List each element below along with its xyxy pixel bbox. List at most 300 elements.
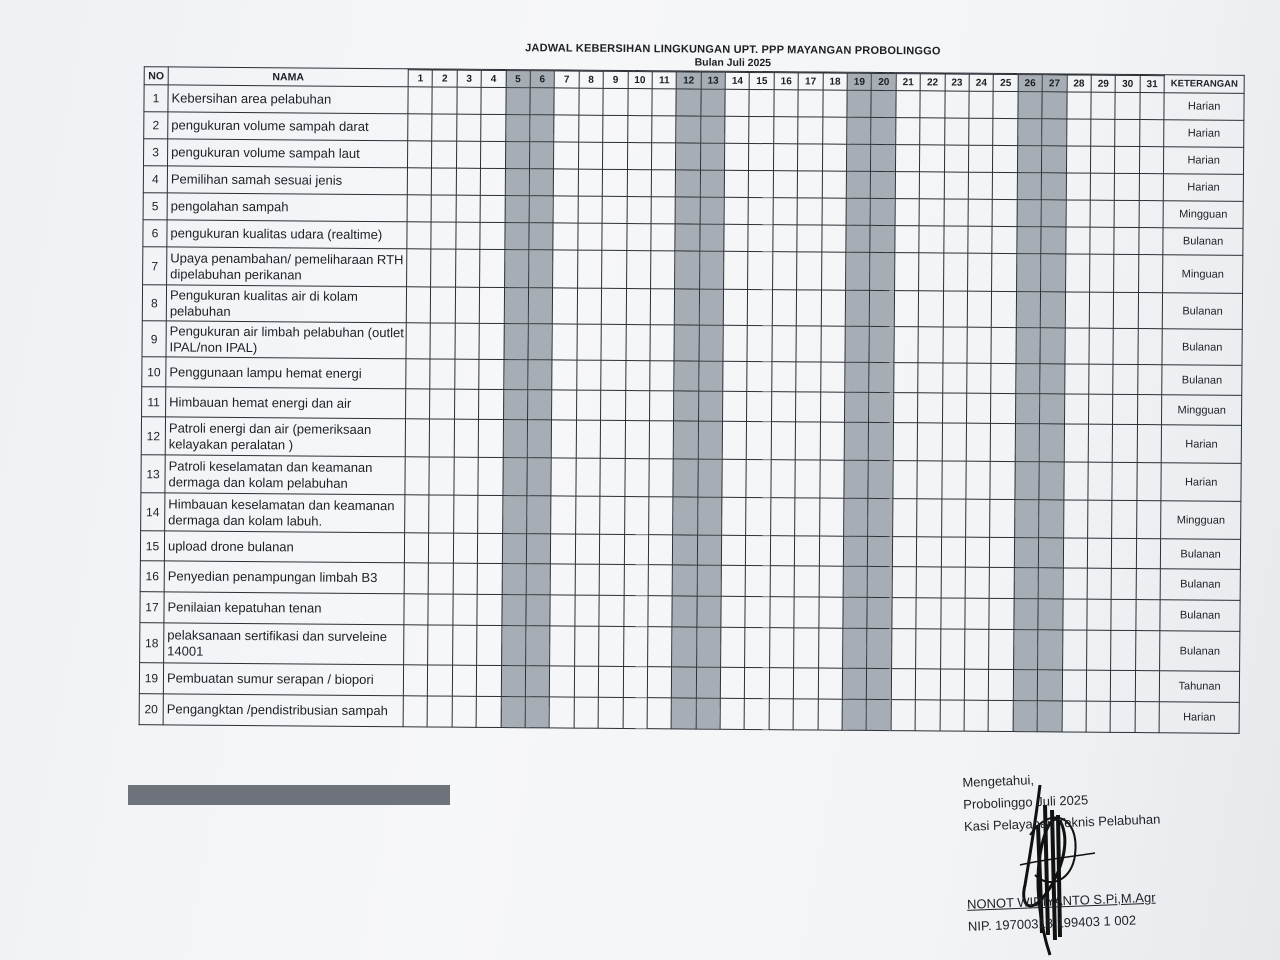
day-cell — [430, 323, 455, 359]
day-cell — [550, 666, 575, 697]
day-cell — [624, 496, 649, 534]
day-cell — [1013, 630, 1038, 670]
schedule-body — [139, 85, 1244, 734]
day-cell — [406, 389, 431, 419]
day-cell — [894, 363, 919, 393]
day-cell — [724, 197, 749, 224]
day-cell — [942, 393, 967, 423]
day-cell — [627, 89, 652, 116]
day-cell — [769, 668, 794, 699]
day-header: 10 — [628, 72, 653, 89]
day-cell — [1138, 255, 1163, 293]
day-cell — [821, 225, 846, 252]
day-cell — [477, 594, 502, 625]
row-keterangan: Harian — [1161, 425, 1241, 464]
day-cell — [1137, 425, 1162, 463]
day-cell — [575, 595, 600, 626]
day-cell — [990, 499, 1015, 537]
day-header: 8 — [579, 71, 604, 88]
day-cell — [868, 460, 893, 498]
day-cell — [625, 390, 650, 420]
day-cell — [430, 359, 455, 389]
day-cell — [892, 598, 917, 629]
day-cell — [552, 390, 577, 420]
day-cell — [525, 697, 550, 728]
day-cell — [721, 565, 746, 596]
day-cell — [502, 496, 527, 534]
day-cell — [554, 169, 579, 196]
day-cell — [843, 628, 868, 668]
day-cell — [1088, 462, 1113, 500]
day-cell — [772, 252, 797, 290]
day-cell — [1017, 200, 1042, 227]
day-header: 12 — [676, 72, 701, 89]
day-cell — [1091, 119, 1116, 146]
day-cell — [1139, 201, 1164, 228]
day-cell — [867, 597, 892, 628]
day-cell — [478, 419, 503, 457]
day-cell — [943, 226, 968, 253]
day-header: 16 — [774, 73, 799, 90]
day-cell — [1136, 539, 1161, 569]
day-cell — [772, 362, 797, 392]
day-cell — [502, 534, 527, 564]
day-cell — [795, 498, 820, 536]
day-cell — [700, 143, 725, 170]
day-cell — [1066, 146, 1091, 173]
day-cell — [1038, 599, 1063, 630]
day-cell — [652, 116, 677, 143]
day-cell — [675, 289, 700, 325]
day-cell — [1139, 228, 1164, 255]
day-cell — [819, 498, 844, 536]
day-cell — [969, 118, 994, 145]
day-cell — [1111, 630, 1136, 670]
day-cell — [725, 89, 750, 116]
day-cell — [1137, 365, 1162, 395]
day-cell — [407, 222, 432, 249]
day-cell — [550, 595, 575, 626]
day-cell — [1115, 146, 1140, 173]
day-cell — [600, 458, 625, 496]
day-cell — [871, 90, 896, 117]
day-cell — [432, 87, 457, 114]
day-cell — [602, 196, 627, 223]
day-cell — [1114, 227, 1139, 254]
day-cell — [407, 195, 432, 222]
day-cell — [846, 252, 871, 290]
row-number: 12 — [141, 417, 165, 455]
row-activity-name: Pemilihan samah sesuai jenis — [167, 166, 407, 195]
day-cell — [1065, 227, 1090, 254]
day-cell — [773, 225, 798, 252]
day-cell — [701, 89, 726, 116]
day-cell — [818, 628, 843, 668]
row-number: 13 — [141, 455, 165, 493]
day-cell — [576, 458, 601, 496]
row-keterangan: Bulanan — [1162, 329, 1242, 366]
day-cell — [1088, 394, 1113, 424]
day-cell — [623, 697, 648, 728]
day-cell — [479, 287, 504, 323]
day-cell — [403, 696, 428, 727]
row-keterangan: Harian — [1164, 147, 1244, 175]
day-header: 4 — [481, 70, 506, 87]
day-cell — [919, 199, 944, 226]
day-cell — [822, 198, 847, 225]
day-cell — [1139, 147, 1164, 174]
day-cell — [749, 143, 774, 170]
day-cell — [647, 627, 672, 667]
day-cell — [1017, 119, 1042, 146]
day-cell — [942, 423, 967, 461]
day-cell — [697, 565, 722, 596]
day-cell — [772, 290, 797, 326]
row-number: 18 — [140, 623, 164, 663]
day-cell — [623, 595, 648, 626]
day-cell — [481, 114, 506, 141]
row-number: 8 — [142, 285, 166, 321]
day-cell — [794, 668, 819, 699]
day-cell — [846, 171, 871, 198]
day-cell — [649, 497, 674, 535]
day-cell — [941, 567, 966, 598]
day-cell — [769, 699, 794, 730]
day-cell — [673, 535, 698, 565]
day-cell — [650, 325, 675, 361]
day-cell — [1042, 146, 1067, 173]
day-cell — [501, 697, 526, 728]
day-cell — [822, 144, 847, 171]
day-cell — [651, 143, 676, 170]
day-cell — [1064, 394, 1089, 424]
row-activity-name: Pembuatan sumur serapan / biopori — [163, 663, 403, 696]
day-cell — [917, 461, 942, 499]
day-cell — [1038, 568, 1063, 599]
day-cell — [1066, 173, 1091, 200]
day-cell — [770, 536, 795, 566]
day-cell — [431, 195, 456, 222]
row-number: 20 — [139, 694, 163, 725]
day-cell — [892, 499, 917, 537]
day-cell — [700, 197, 725, 224]
row-activity-name: Patroli keselamatan dan keamanan dermaga dan kolam pelabuhan — [165, 455, 405, 495]
day-header: 21 — [896, 74, 921, 91]
day-cell — [966, 499, 991, 537]
day-cell — [578, 115, 603, 142]
day-cell — [627, 143, 652, 170]
row-activity-name: Penggunaan lampu hemat energi — [166, 357, 406, 389]
day-cell — [527, 496, 552, 534]
day-cell — [578, 196, 603, 223]
day-cell — [505, 88, 530, 115]
day-cell — [942, 363, 967, 393]
day-cell — [1137, 463, 1162, 501]
day-cell — [944, 118, 969, 145]
day-cell — [1040, 364, 1065, 394]
day-cell — [1135, 671, 1160, 702]
day-cell — [820, 422, 845, 460]
day-cell — [697, 596, 722, 627]
day-cell — [968, 226, 993, 253]
day-cell — [993, 172, 1018, 199]
day-cell — [526, 595, 551, 626]
day-cell — [623, 626, 648, 666]
day-cell — [746, 535, 771, 565]
day-cell — [990, 567, 1015, 598]
day-cell — [895, 118, 920, 145]
day-cell — [648, 596, 673, 627]
day-cell — [944, 172, 969, 199]
day-cell — [1065, 328, 1090, 364]
row-keterangan: Harian — [1164, 120, 1244, 148]
day-cell — [745, 698, 770, 729]
day-cell — [847, 90, 872, 117]
day-cell — [797, 290, 822, 326]
day-cell — [822, 117, 847, 144]
day-header: 6 — [530, 71, 555, 88]
day-cell — [1064, 424, 1089, 462]
day-cell — [1014, 599, 1039, 630]
day-cell — [1017, 146, 1042, 173]
day-cell — [1140, 93, 1165, 120]
day-cell — [773, 171, 798, 198]
day-cell — [553, 250, 578, 288]
day-cell — [1062, 630, 1087, 670]
row-number: 2 — [144, 112, 168, 139]
day-cell — [550, 626, 575, 666]
redacted-bar — [128, 785, 450, 805]
day-cell — [940, 629, 965, 669]
day-cell — [552, 420, 577, 458]
day-cell — [1089, 364, 1114, 394]
day-cell — [993, 118, 1018, 145]
day-cell — [1040, 394, 1065, 424]
day-cell — [896, 91, 921, 118]
day-cell — [453, 495, 478, 533]
day-cell — [720, 698, 745, 729]
schedule-sheet — [113, 38, 1268, 734]
day-cell — [723, 289, 748, 325]
day-cell — [649, 421, 674, 459]
header-keterangan: KETERANGAN — [1164, 75, 1244, 94]
day-cell — [919, 172, 944, 199]
day-cell — [432, 168, 457, 195]
day-cell — [428, 665, 453, 696]
day-cell — [453, 533, 478, 563]
day-cell — [554, 88, 579, 115]
row-number: 6 — [143, 220, 167, 247]
row-activity-name: Penyedian penampungan limbah B3 — [164, 561, 404, 594]
day-cell — [504, 250, 529, 288]
row-activity-name: pengukuran kualitas udara (realtime) — [167, 220, 407, 249]
day-cell — [476, 696, 501, 727]
day-cell — [1112, 500, 1137, 538]
day-cell — [504, 324, 529, 360]
day-cell — [1037, 701, 1062, 732]
row-activity-name: Upaya penambahan/ pemeliharaan RTH dipelabuhan perikanan — [167, 247, 407, 287]
day-cell — [452, 696, 477, 727]
day-cell — [432, 114, 457, 141]
day-cell — [599, 564, 624, 595]
day-cell — [1016, 254, 1041, 292]
day-cell — [968, 145, 993, 172]
day-cell — [895, 172, 920, 199]
day-cell — [429, 563, 454, 594]
day-cell — [1066, 119, 1091, 146]
day-cell — [528, 288, 553, 324]
day-cell — [700, 170, 725, 197]
day-cell — [747, 421, 772, 459]
day-cell — [1039, 538, 1064, 568]
day-cell — [1013, 701, 1038, 732]
day-cell — [624, 458, 649, 496]
day-cell — [991, 393, 1016, 423]
sign-line-position: Kasi Pelayanan Teknis Pelabuhan — [963, 811, 1161, 834]
day-cell — [648, 565, 673, 596]
day-cell — [795, 422, 820, 460]
day-header: 14 — [725, 72, 750, 89]
day-cell — [965, 598, 990, 629]
day-cell — [1016, 364, 1041, 394]
day-cell — [430, 419, 455, 457]
document-subtitle: Bulan Juli 2025 — [694, 56, 772, 70]
day-cell — [698, 361, 723, 391]
day-cell — [774, 90, 799, 117]
day-cell — [598, 697, 623, 728]
day-cell — [575, 564, 600, 595]
day-cell — [505, 169, 530, 196]
day-cell — [820, 362, 845, 392]
day-cell — [941, 461, 966, 499]
day-cell — [968, 172, 993, 199]
day-cell — [1063, 538, 1088, 568]
day-cell — [893, 461, 918, 499]
day-cell — [992, 226, 1017, 253]
day-cell — [989, 629, 1014, 669]
day-cell — [916, 629, 941, 669]
day-cell — [602, 223, 627, 250]
day-cell — [505, 115, 530, 142]
day-cell — [577, 324, 602, 360]
day-cell — [867, 628, 892, 668]
day-cell — [918, 393, 943, 423]
day-cell — [793, 699, 818, 730]
day-cell — [797, 225, 822, 252]
day-cell — [699, 251, 724, 289]
header-nama: NAMA — [168, 67, 408, 87]
day-cell — [1135, 702, 1160, 733]
day-header: 29 — [1091, 75, 1116, 92]
day-cell — [674, 391, 699, 421]
day-cell — [944, 145, 969, 172]
day-cell — [529, 250, 554, 288]
day-cell — [454, 457, 479, 495]
day-cell — [481, 141, 506, 168]
day-cell — [627, 170, 652, 197]
day-cell — [477, 665, 502, 696]
day-cell — [528, 360, 553, 390]
day-cell — [625, 420, 650, 458]
day-cell — [1111, 599, 1136, 630]
day-cell — [749, 116, 774, 143]
day-cell — [675, 224, 700, 251]
row-activity-name: Penilaian kepatuhan tenan — [164, 592, 404, 625]
day-cell — [650, 251, 675, 289]
day-cell — [527, 458, 552, 496]
day-cell — [404, 563, 429, 594]
day-cell — [870, 252, 895, 290]
day-cell — [1041, 227, 1066, 254]
day-cell — [697, 535, 722, 565]
day-cell — [819, 566, 844, 597]
day-cell — [480, 195, 505, 222]
day-cell — [671, 698, 696, 729]
day-cell — [452, 665, 477, 696]
day-cell — [455, 359, 480, 389]
day-cell — [575, 496, 600, 534]
day-cell — [428, 625, 453, 665]
day-cell — [1086, 670, 1111, 701]
day-cell — [843, 536, 868, 566]
day-cell — [407, 141, 432, 168]
day-cell — [892, 537, 917, 567]
day-cell — [480, 249, 505, 287]
day-cell — [1066, 92, 1091, 119]
day-cell — [624, 534, 649, 564]
day-cell — [528, 324, 553, 360]
row-keterangan: Mingguan — [1161, 501, 1241, 540]
day-cell — [429, 495, 454, 533]
day-header: 2 — [433, 70, 458, 87]
day-cell — [797, 252, 822, 290]
day-cell — [796, 326, 821, 362]
sign-line-place-date: Probolinggo Juli 2025 — [962, 792, 1089, 812]
day-cell — [722, 497, 747, 535]
day-cell — [429, 533, 454, 563]
day-header: 17 — [798, 73, 823, 90]
day-cell — [478, 533, 503, 563]
day-cell — [940, 700, 965, 731]
row-activity-name: pelaksanaan sertifikasi dan surveleine 14001 — [164, 623, 404, 665]
day-cell — [823, 90, 848, 117]
day-header: 22 — [920, 74, 945, 91]
day-cell — [455, 323, 480, 359]
day-cell — [966, 393, 991, 423]
day-cell — [480, 222, 505, 249]
day-cell — [696, 667, 721, 698]
day-cell — [479, 359, 504, 389]
day-cell — [403, 665, 428, 696]
day-cell — [574, 666, 599, 697]
day-cell — [1111, 670, 1136, 701]
day-cell — [1089, 328, 1114, 364]
day-cell — [992, 253, 1017, 291]
day-cell — [895, 199, 920, 226]
day-cell — [553, 223, 578, 250]
day-cell — [603, 88, 628, 115]
day-cell — [456, 114, 481, 141]
day-cell — [673, 459, 698, 497]
day-header: 25 — [993, 74, 1018, 91]
day-cell — [529, 169, 554, 196]
day-cell — [672, 565, 697, 596]
day-cell — [576, 390, 601, 420]
day-cell — [1062, 599, 1087, 630]
day-cell — [553, 288, 578, 324]
day-cell — [747, 391, 772, 421]
day-cell — [699, 325, 724, 361]
